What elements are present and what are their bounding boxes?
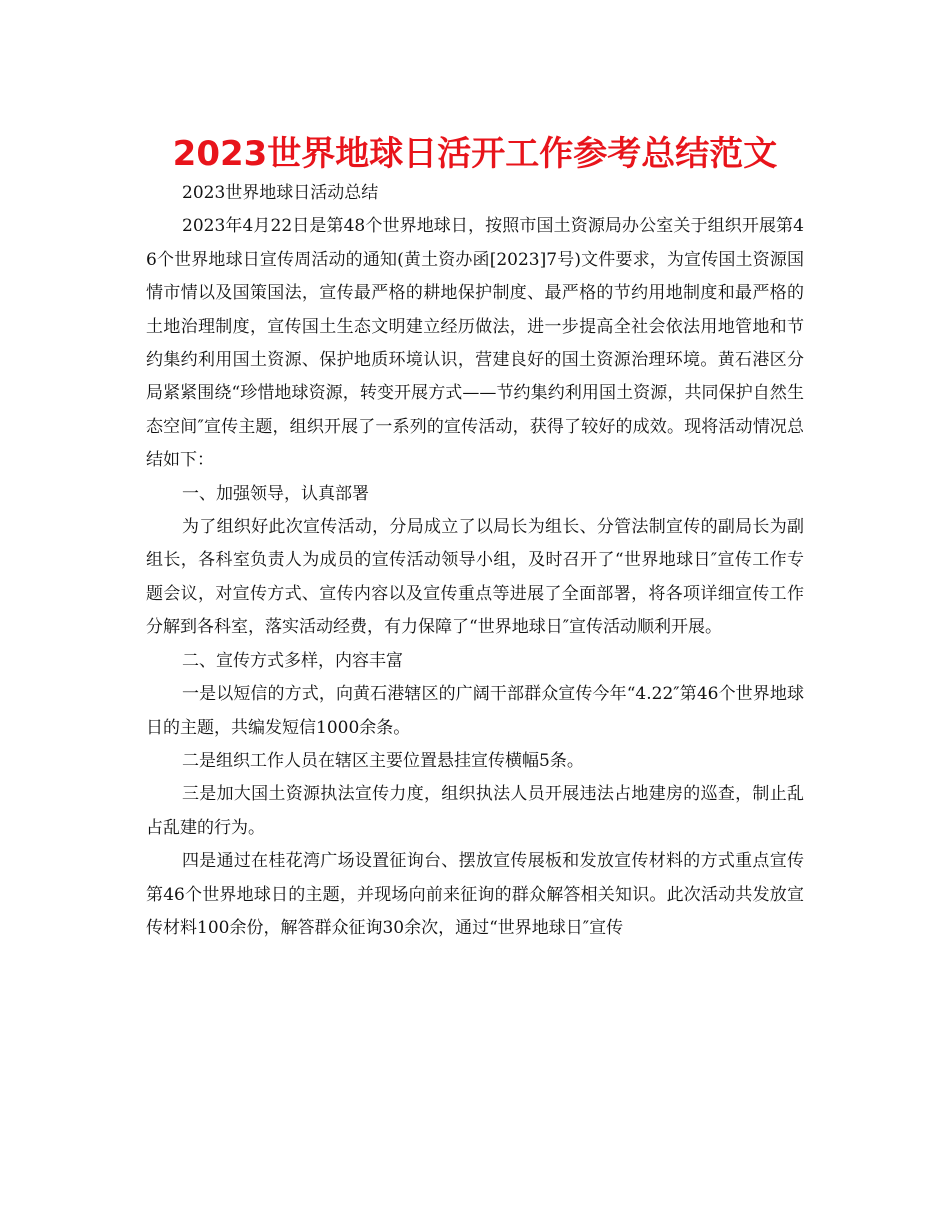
document-body — [146, 177, 804, 945]
document-title: 2023世界地球日活开工作参考总结范文 — [172, 134, 778, 174]
body-paragraph: 为了组织好此次宣传活动，分局成立了以局长为组长、分管法制宣传的副局长为副组长，各科室负责人为成员的宣传活动领导小组，及时召开了“世界地球日″宣传工作专题会议，对宣传方式、宣传内容以及宣传重点等进展了全面部署，将各项详细宣传工作分解到各科室，落实活动经费，有力保障了“世界地球日″宣传活动顺利开展。 — [146, 517, 804, 638]
body-paragraph: 三是加大国土资源执法宣传力度，组织执法人员开展违法占地建房的巡查，制止乱占乱建的行为。 — [146, 784, 804, 838]
body-paragraph: 一是以短信的方式，向黄石港辖区的广阔干部群众宣传今年“4.22″第46个世界地球日的主题，共编发短信1000余条。 — [146, 684, 804, 738]
subtitle-paragraph: 2023世界地球日活动总结 — [182, 183, 379, 203]
body-paragraph: 四是通过在桂花湾广场设置征询台、摆放宣传展板和发放宣传材料的方式重点宣传第46个世界地球日的主题，并现场向前来征询的群众解答相关知识。此次活动共发放宣传材料100余份，解答群众征询30余次，通过“世界地球日″宣传 — [146, 851, 804, 938]
section-heading-1: 一、加强领导，认真部署 — [182, 483, 369, 504]
intro-paragraph: 2023年4月22日是第48个世界地球日，按照市国土资源局办公室关于组织开展第46个世界地球日宣传周活动的通知(黄土资办函[2023]7号)文件要求，为宣传国土资源国情市情以及国策国法，宣传最严格的耕地保护制度、最严格的节约用地制度和最严格的土地治理制度，宣传国土生态文明建立经历做法，进一步提高全社会依法用地管地和节约集约利用国土资源、保护地质环境认识，营建良好的国土资源治理环境。黄石港区分局紧紧围绕“珍惜地球资源，转变开展方式——节约集约利用国土资源，共同保护自然生态空间″宣传主题，组织开展了一系列的宣传活动，获得了较好的成效。现将活动情况总结如下： — [146, 216, 804, 471]
body-paragraph: 二是组织工作人员在辖区主要位置悬挂宣传横幅5条。 — [182, 750, 584, 771]
section-heading-2: 二、宣传方式多样，内容丰富 — [182, 650, 403, 671]
